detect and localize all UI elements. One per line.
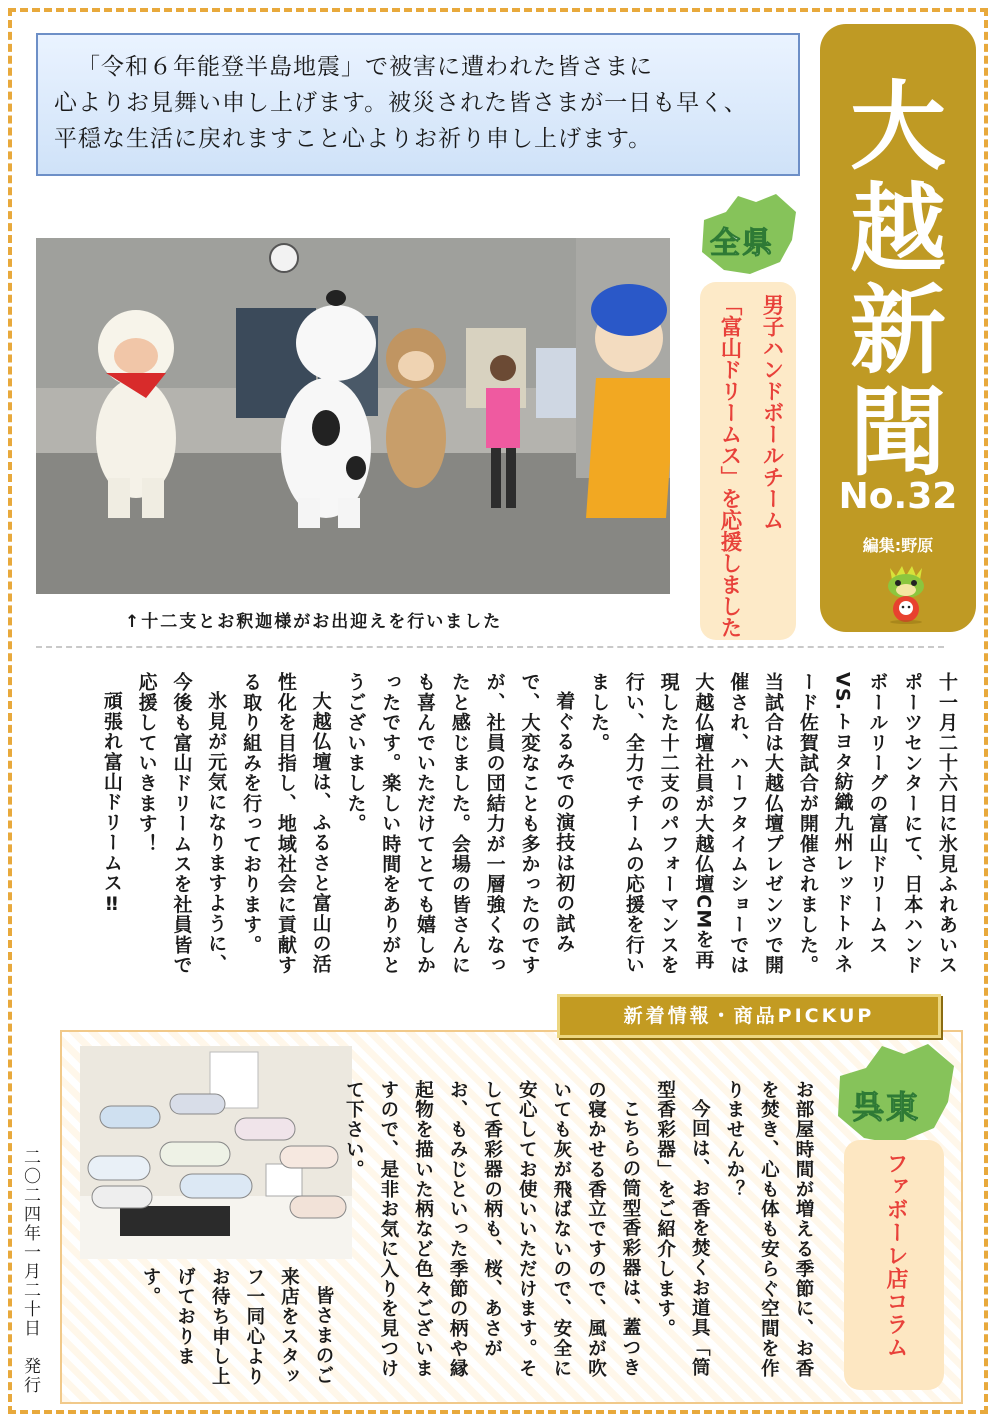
region-label: 呉東: [852, 1088, 921, 1126]
new-items-banner: 新着情報・商品PICKUP: [557, 994, 941, 1038]
feature-article: [60, 672, 964, 984]
closing-paragraph: 皆さまのご来店をスタッフ一同心よりお待ち申し上げております。: [140, 1267, 334, 1387]
event-photo: [36, 238, 670, 594]
column-paragraph: お部屋時間が増える季節に、お香を焚き、心も体も安らぐ空間を作りませんか？: [723, 1080, 814, 1379]
article-paragraph: 大越仏壇は、ふるさと富山の活性化を目指し、地域社会に貢献する取り組みを行っております。: [240, 672, 332, 975]
column-paragraph: 今回は、お香を焚くお道具「筒型香彩器」をご紹介します。: [654, 1080, 711, 1378]
condolence-line: 平穏な生活に戻れますこと心よりお祈り申し上げます。: [54, 126, 653, 152]
issue-number: No.32: [838, 476, 958, 517]
condolence-line: 心よりお見舞い申し上げます。被災された皆さまが一日も早く、: [54, 90, 748, 116]
article-paragraph: 頑張れ富山ドリームス‼: [100, 691, 123, 917]
issue-date: 二〇二四年一月二十日 発行: [20, 1148, 40, 1395]
newspaper-title: [820, 71, 976, 489]
article-paragraph: 着ぐるみでの演技は初の試みで、大変なことも多かったのですが、社員の団結力が一層強くなったと感じました。会場の皆さんにも喜んでいただけてとても嬉しかったです。楽しい時間をありがとうございました。: [344, 672, 576, 975]
condolence-line: 「令和６年能登半島地震」で被害に遭われた皆さまに: [77, 54, 653, 80]
column-closing: [130, 1267, 340, 1397]
region-label: 全県: [710, 226, 774, 261]
column-headline: ファボーレ店コラム: [883, 1152, 908, 1359]
title-char: 聞: [850, 377, 946, 489]
editor-credit: 編集:野原: [862, 536, 934, 555]
feature-region-tag: [696, 190, 800, 644]
headline-line: 男子ハンドボールチーム: [759, 294, 784, 531]
column-paragraph: こちらの筒型香彩器は、蓋つきの寝かせる香立ですので、風が吹いても灰が飛ばないので、安全に安心してお使いいただけます。そして香彩器の柄も、桜、あさがお、もみじといった季節の柄や縁起物を描いた柄など色々ございますので、是非お気に入りを見つけて下さい。: [343, 1080, 642, 1379]
condolence-message: [36, 33, 800, 176]
article-paragraph: 氷見が元気になりますように、今後も富山ドリームスを社員皆で応援していきます！: [135, 672, 228, 975]
feature-headline: [704, 294, 792, 638]
headline-line: 「富山ドリームス」を応援しました: [717, 294, 742, 638]
title-char: 越: [850, 173, 946, 285]
title-char: 新: [850, 275, 946, 387]
column-region-tag: [830, 1040, 958, 1394]
section-divider: [36, 646, 944, 648]
masthead: [820, 24, 976, 632]
article-paragraph: 十一月二十六日に氷見ふれあいスポーツセンターにて、日本ハンドボールリーグの富山ドリームスVS.トヨタ紡織九州レッドトルネード佐賀試合が開催されました。当試合は大越仏壇プレゼンツで開催され、ハーフタイムショーでは大越仏壇社員が大越仏壇CMを再現した十二支のパフォーマンスを行い、全力でチームの応援を行いました。: [588, 672, 958, 975]
photo-caption: ↑十二支とお釈迦様がお出迎えを行いました: [125, 612, 503, 632]
dragon-mascot-icon: [876, 562, 936, 624]
title-char: 大: [850, 71, 946, 183]
